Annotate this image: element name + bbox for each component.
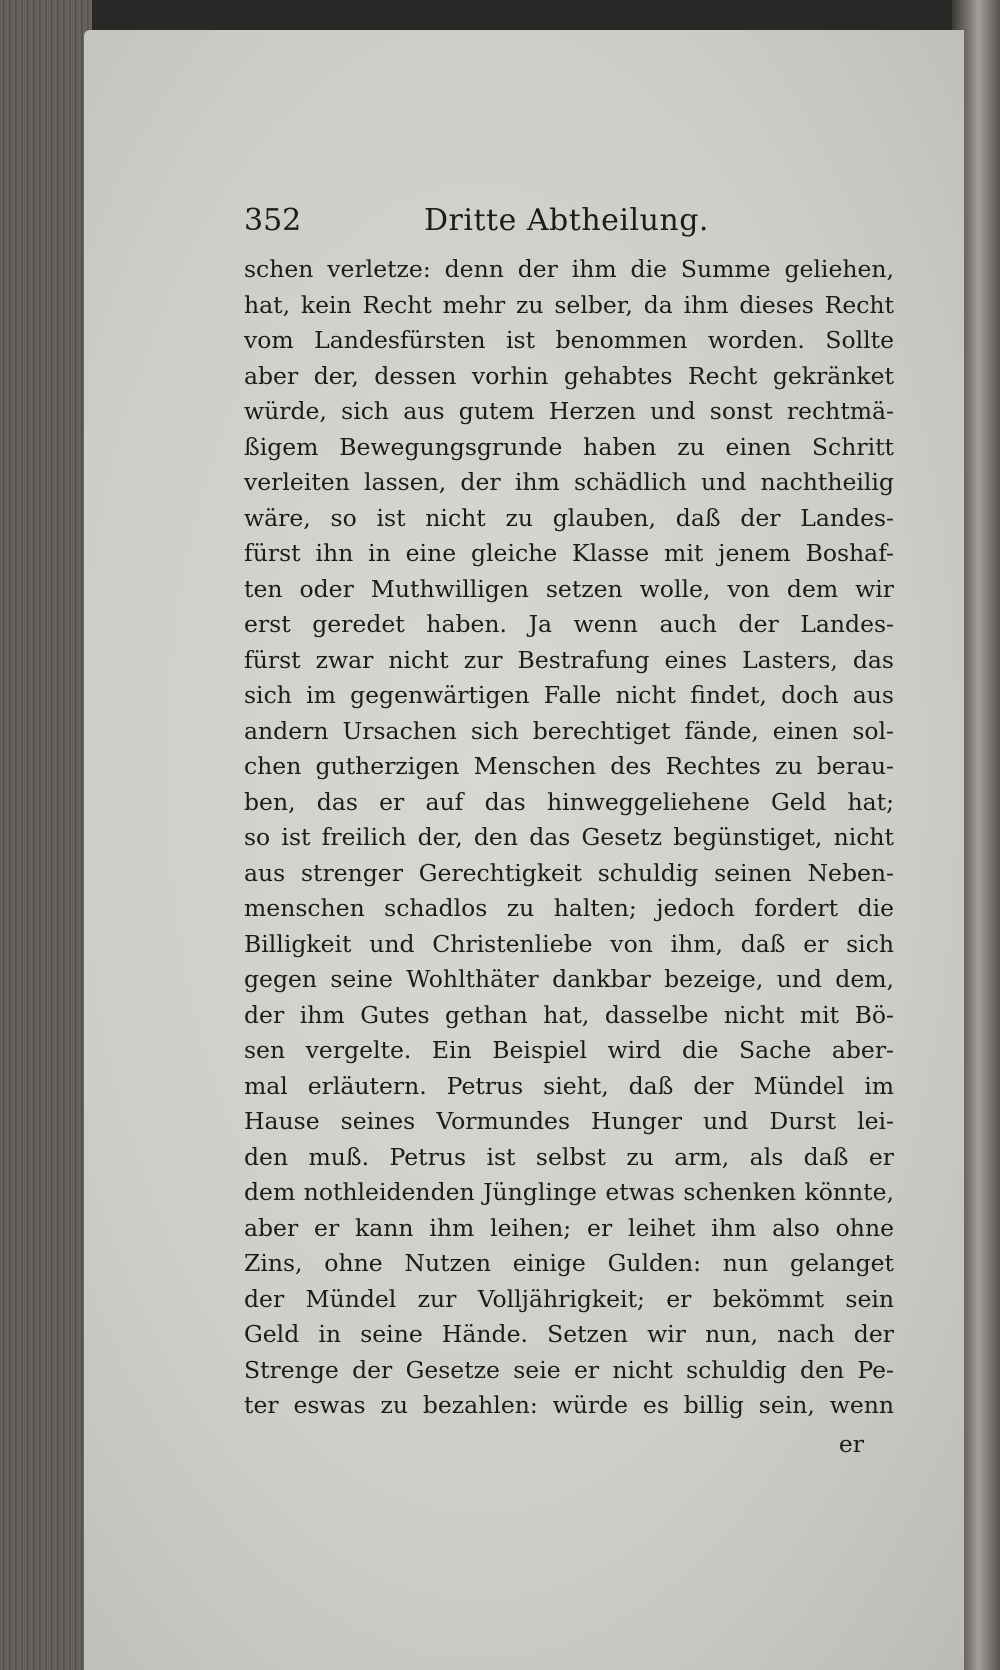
text-line: erst geredet haben. Ja wenn auch der Landes- — [244, 610, 894, 638]
running-title: Dritte Abtheilung. — [424, 203, 709, 238]
text-line: Billigkeit und Christenliebe von ihm, daß er sich — [244, 929, 894, 958]
text-line: ben, das er auf das hinweggeliehene Geld hat; — [244, 787, 894, 816]
text-line: andern Ursachen sich berechtiget fände, einen sol- — [244, 716, 894, 745]
text-line: sich im gegenwärtigen Falle nicht findet, doch aus — [244, 681, 894, 709]
text-line: dem nothleidenden Jünglinge etwas schenken könnte, — [244, 1178, 894, 1206]
text-line: fürst zwar nicht zur Bestrafung eines Lasters, das — [244, 645, 894, 674]
text-line: Strenge der Gesetze seie er nicht schuldig den Pe- — [244, 1355, 894, 1384]
text-line: ßigem Bewegungsgrunde haben zu einen Schritt — [244, 432, 894, 461]
text-line: sen vergelte. Ein Beispiel wird die Sache aber- — [244, 1036, 894, 1064]
text-line: der ihm Gutes gethan hat, dasselbe nicht mit Bö- — [244, 1000, 894, 1029]
text-line: fürst ihn in eine gleiche Klasse mit jenem Boshaf- — [244, 539, 894, 567]
text-line: chen gutherzigen Menschen des Rechtes zu berau- — [244, 752, 894, 780]
catchword: er — [838, 1429, 864, 1458]
text-line: verleiten lassen, der ihm schädlich und nachtheilig — [244, 468, 894, 496]
page-number: 352 — [244, 203, 302, 238]
text-line: Hause seines Vormundes Hunger und Durst lei- — [244, 1107, 894, 1135]
page-header — [244, 198, 894, 244]
text-line: hat, kein Recht mehr zu selber, da ihm dieses Recht — [244, 290, 894, 319]
page-content — [244, 198, 894, 1464]
body-text — [244, 252, 894, 1424]
text-line: mal erläutern. Petrus sieht, daß der Mündel im — [244, 1071, 894, 1100]
book-page — [84, 30, 964, 1670]
text-line: aus strenger Gerechtigkeit schuldig seinen Neben- — [244, 858, 894, 887]
text-line: aber der, dessen vorhin gehabtes Recht gekränket — [244, 361, 894, 390]
catchword-row — [244, 1424, 894, 1464]
text-line: ten oder Muthwilligen setzen wolle, von dem wir — [244, 574, 894, 603]
book-page-edge — [0, 0, 92, 1670]
text-line: würde, sich aus gutem Herzen und sonst rechtmä- — [244, 397, 894, 425]
text-line: menschen schadlos zu halten; jedoch fordert die — [244, 894, 894, 922]
text-line: ter eswas zu bezahlen: würde es billig sein, wenn — [244, 1391, 894, 1419]
text-line: Geld in seine Hände. Setzen wir nun, nach der — [244, 1320, 894, 1348]
text-line: vom Landesfürsten ist benommen worden. Sollte — [244, 326, 894, 354]
text-line: gegen seine Wohlthäter dankbar bezeige, und dem, — [244, 965, 894, 993]
text-line: aber er kann ihm leihen; er leihet ihm also ohne — [244, 1213, 894, 1242]
text-line: den muß. Petrus ist selbst zu arm, als daß er — [244, 1142, 894, 1171]
text-line: der Mündel zur Volljährigkeit; er bekömmt sein — [244, 1284, 894, 1313]
text-line: wäre, so ist nicht zu glauben, daß der Landes- — [244, 503, 894, 532]
text-line: schen verletze: denn der ihm die Summe geliehen, — [244, 255, 894, 283]
text-line: Zins, ohne Nutzen einige Gulden: nun gelanget — [244, 1249, 894, 1277]
text-line: so ist freilich der, den das Gesetz begünstiget, nicht — [244, 823, 894, 851]
